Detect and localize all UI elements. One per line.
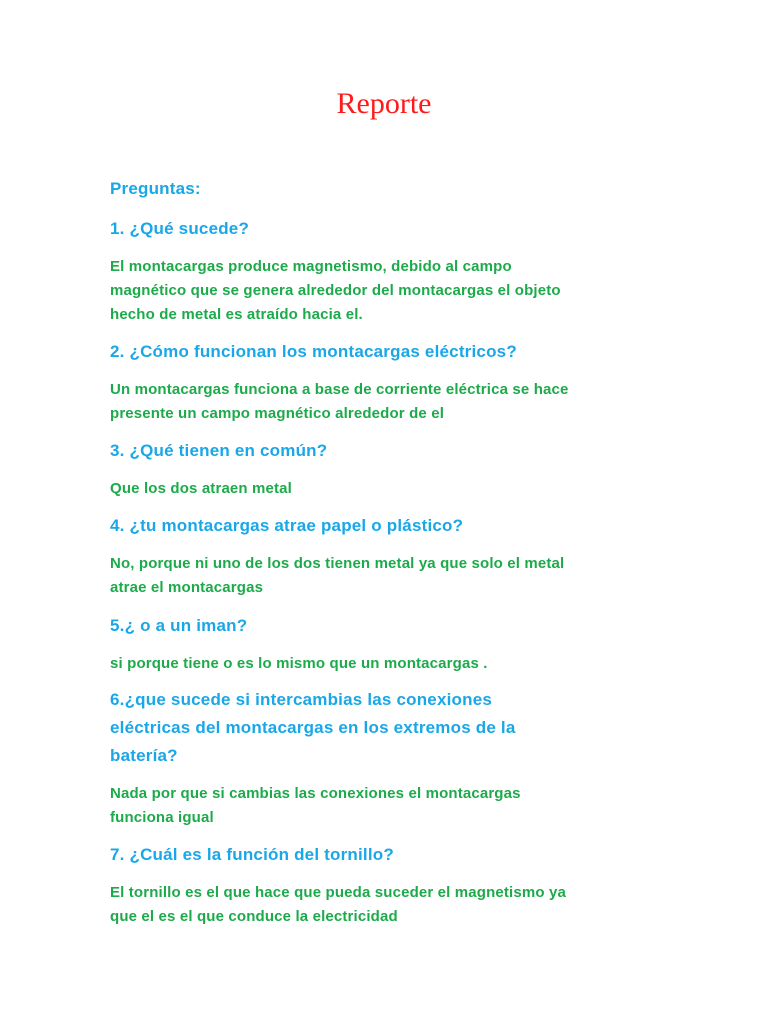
answer-1 <box>110 255 670 327</box>
answer-2 <box>110 378 670 426</box>
question-2 <box>110 338 670 366</box>
answer-6 <box>110 782 670 830</box>
question-2-line: 2. ¿Cómo funcionan los montacargas eléctricos? <box>110 342 517 361</box>
question-6-line: eléctricas del montacargas en los extremos de la <box>110 718 516 737</box>
document-title: Reporte <box>336 87 432 120</box>
question-1-line: 1. ¿Qué sucede? <box>110 219 250 238</box>
answer-1-line: hecho de metal es atraído hacia el. <box>110 306 363 323</box>
question-6-line: batería? <box>110 746 178 765</box>
answer-2-line: presente un campo magnético alrededor de el <box>110 405 445 422</box>
answer-7-line: El tornillo es el que hace que pueda suceder el magnetismo ya <box>110 884 566 901</box>
question-6 <box>110 686 670 770</box>
answer-6-line: Nada por que si cambias las conexiones el montacargas <box>110 785 521 802</box>
question-6-line: 6.¿que sucede si intercambias las conexiones <box>110 690 493 709</box>
answer-3 <box>110 477 670 501</box>
answer-7-line: que el es el que conduce la electricidad <box>110 908 398 925</box>
answer-2-line: Un montacargas funciona a base de corriente eléctrica se hace <box>110 381 569 398</box>
answer-7 <box>110 881 670 929</box>
answer-1-line: magnético que se genera alrededor del montacargas el objeto <box>110 282 561 299</box>
question-4-line: 4. ¿tu montacargas atrae papel o plástico? <box>110 516 464 535</box>
question-4 <box>110 512 670 540</box>
answer-5-line: si porque tiene o es lo mismo que un montacargas . <box>110 655 488 672</box>
question-7-line: 7. ¿Cuál es la función del tornillo? <box>110 845 394 864</box>
question-5 <box>110 612 670 640</box>
answer-4-line: No, porque ni uno de los dos tienen metal ya que solo el metal <box>110 555 565 572</box>
answer-1-line: El montacargas produce magnetismo, debido al campo <box>110 258 512 275</box>
question-3 <box>110 437 670 465</box>
answer-4-line: atrae el montacargas <box>110 579 264 596</box>
answer-4 <box>110 552 670 600</box>
answer-3-line: Que los dos atraen metal <box>110 480 292 497</box>
question-1 <box>110 215 670 243</box>
answer-6-line: funciona igual <box>110 809 214 826</box>
question-7 <box>110 841 670 869</box>
question-3-line: 3. ¿Qué tienen en común? <box>110 441 328 460</box>
answer-5 <box>110 652 670 676</box>
question-5-line: 5.¿ o a un iman? <box>110 616 248 635</box>
section-heading: Preguntas: <box>110 179 201 198</box>
